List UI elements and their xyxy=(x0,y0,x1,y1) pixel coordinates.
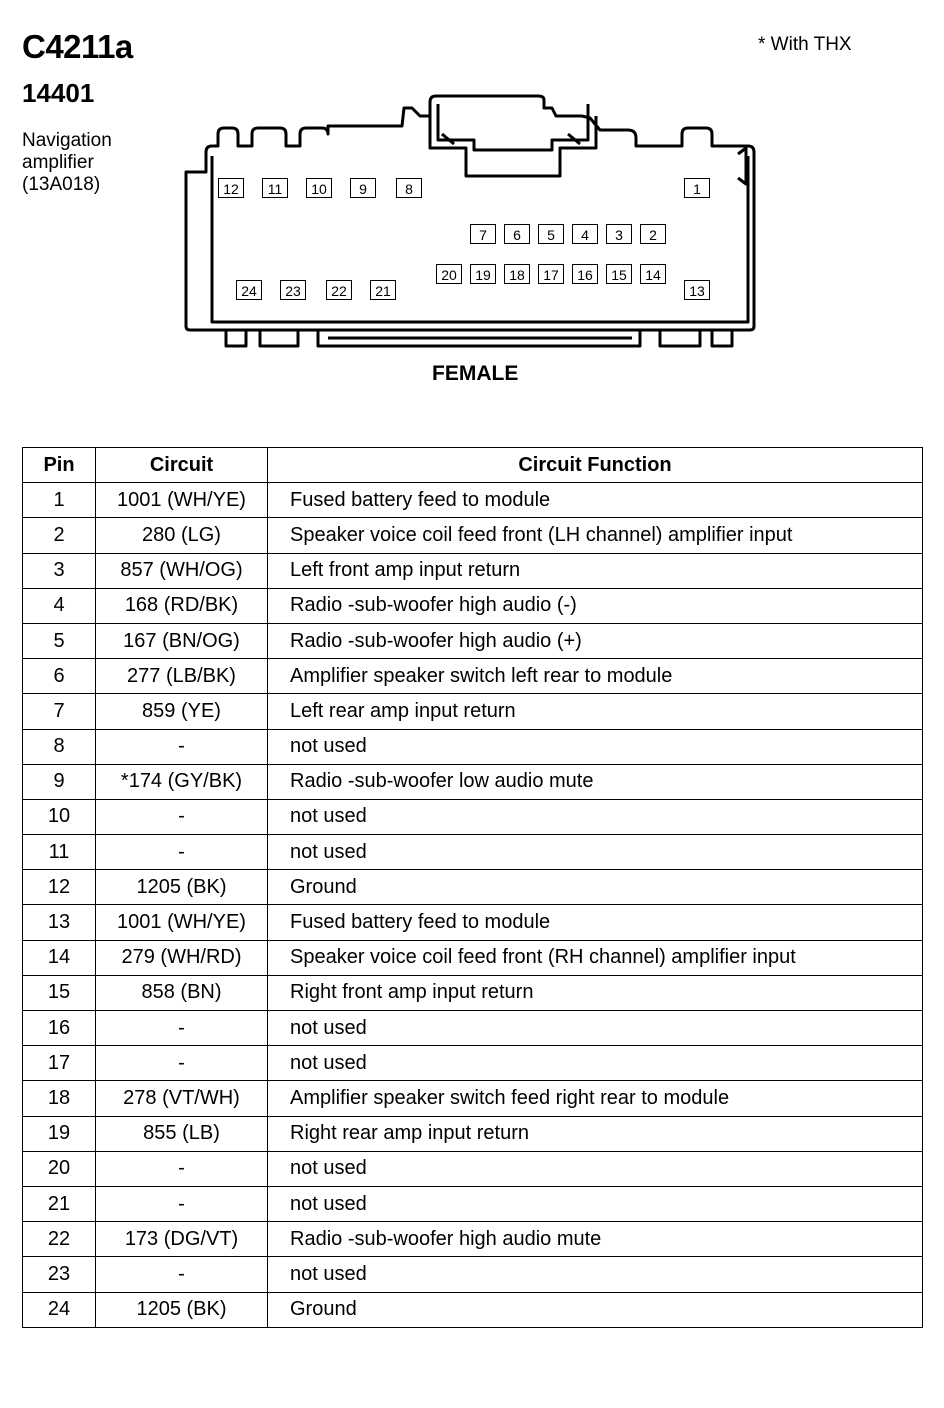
function-cell: Speaker voice coil feed front (LH channel) amplifier input xyxy=(268,518,923,553)
pin-cell: 21 xyxy=(23,1186,96,1221)
pin-cell: 18 xyxy=(23,1081,96,1116)
table-row xyxy=(23,1011,923,1046)
circuit-cell: - xyxy=(96,1011,268,1046)
table-row xyxy=(23,1292,923,1327)
function-cell: Left rear amp input return xyxy=(268,694,923,729)
circuit-cell: - xyxy=(96,729,268,764)
pin-cell: 11 xyxy=(23,835,96,870)
function-cell: not used xyxy=(268,1151,923,1186)
circuit-cell: 858 (BN) xyxy=(96,975,268,1010)
connector-gender-label: FEMALE xyxy=(432,362,519,385)
pin-cell: 3 xyxy=(23,553,96,588)
component-line: Navigation xyxy=(22,130,112,151)
function-cell: Amplifier speaker switch feed right rear to module xyxy=(268,1081,923,1116)
cavity-2: 2 xyxy=(640,224,666,244)
cavity-14: 14 xyxy=(640,264,666,284)
table-row xyxy=(23,553,923,588)
function-cell: not used xyxy=(268,1257,923,1292)
pin-cell: 19 xyxy=(23,1116,96,1151)
cavity-4: 4 xyxy=(572,224,598,244)
cavity-16: 16 xyxy=(572,264,598,284)
function-cell: Radio -sub-woofer low audio mute xyxy=(268,764,923,799)
table-row xyxy=(23,623,923,658)
pin-cell: 12 xyxy=(23,870,96,905)
connector-id: C4211a xyxy=(22,28,133,65)
circuit-cell: 859 (YE) xyxy=(96,694,268,729)
function-cell: not used xyxy=(268,729,923,764)
table-row xyxy=(23,1046,923,1081)
function-cell: Radio -sub-woofer high audio (+) xyxy=(268,623,923,658)
table-row xyxy=(23,588,923,623)
circuit-cell: 1001 (WH/YE) xyxy=(96,905,268,940)
circuit-cell: - xyxy=(96,1151,268,1186)
function-cell: not used xyxy=(268,835,923,870)
cavity-8: 8 xyxy=(396,178,422,198)
pin-cell: 15 xyxy=(23,975,96,1010)
table-row xyxy=(23,835,923,870)
cavity-20: 20 xyxy=(436,264,462,284)
pin-cell: 14 xyxy=(23,940,96,975)
footnote: * With THX xyxy=(758,34,852,55)
cavity-3: 3 xyxy=(606,224,632,244)
cavity-10: 10 xyxy=(306,178,332,198)
table-row xyxy=(23,764,923,799)
pin-cell: 8 xyxy=(23,729,96,764)
connector-diagram xyxy=(180,94,760,356)
table-row xyxy=(23,1257,923,1292)
circuit-cell: - xyxy=(96,1046,268,1081)
table-row xyxy=(23,1081,923,1116)
pin-cell: 13 xyxy=(23,905,96,940)
table-row xyxy=(23,975,923,1010)
pin-cell: 10 xyxy=(23,799,96,834)
circuit-cell: 277 (LB/BK) xyxy=(96,659,268,694)
pin-cell: 16 xyxy=(23,1011,96,1046)
part-number: 14401 xyxy=(22,78,95,108)
component-line: amplifier xyxy=(22,152,94,173)
table-row xyxy=(23,1116,923,1151)
pin-cell: 17 xyxy=(23,1046,96,1081)
pin-cell: 23 xyxy=(23,1257,96,1292)
cavity-19: 19 xyxy=(470,264,496,284)
table-row xyxy=(23,940,923,975)
table-row xyxy=(23,1151,923,1186)
cavity-23: 23 xyxy=(280,280,306,300)
cavity-13: 13 xyxy=(684,280,710,300)
cavity-12: 12 xyxy=(218,178,244,198)
table-row xyxy=(23,729,923,764)
circuit-cell: - xyxy=(96,1186,268,1221)
header-circuit: Circuit xyxy=(96,448,268,483)
cavity-21: 21 xyxy=(370,280,396,300)
pin-cell: 4 xyxy=(23,588,96,623)
function-cell: Amplifier speaker switch left rear to module xyxy=(268,659,923,694)
circuit-cell: - xyxy=(96,799,268,834)
pin-table xyxy=(22,447,923,1328)
cavity-18: 18 xyxy=(504,264,530,284)
circuit-cell: 1205 (BK) xyxy=(96,870,268,905)
function-cell: Speaker voice coil feed front (RH channel) amplifier input xyxy=(268,940,923,975)
table-header-row xyxy=(23,448,923,483)
circuit-cell: - xyxy=(96,1257,268,1292)
cavity-15: 15 xyxy=(606,264,632,284)
table-row xyxy=(23,518,923,553)
circuit-cell: 168 (RD/BK) xyxy=(96,588,268,623)
function-cell: not used xyxy=(268,799,923,834)
cavity-22: 22 xyxy=(326,280,352,300)
circuit-cell: 857 (WH/OG) xyxy=(96,553,268,588)
cavity-24: 24 xyxy=(236,280,262,300)
component-line: (13A018) xyxy=(22,174,101,195)
circuit-cell: 173 (DG/VT) xyxy=(96,1222,268,1257)
function-cell: Radio -sub-woofer high audio (-) xyxy=(268,588,923,623)
function-cell: Ground xyxy=(268,1292,923,1327)
pin-cell: 20 xyxy=(23,1151,96,1186)
pin-cell: 24 xyxy=(23,1292,96,1327)
function-cell: not used xyxy=(268,1046,923,1081)
table-row xyxy=(23,905,923,940)
pin-cell: 1 xyxy=(23,483,96,518)
component-description xyxy=(22,130,162,196)
pin-cell: 7 xyxy=(23,694,96,729)
function-cell: Ground xyxy=(268,870,923,905)
circuit-cell: 279 (WH/RD) xyxy=(96,940,268,975)
table-row xyxy=(23,1222,923,1257)
table-row xyxy=(23,483,923,518)
table-row xyxy=(23,659,923,694)
header-function: Circuit Function xyxy=(268,448,923,483)
cavity-6: 6 xyxy=(504,224,530,244)
circuit-cell: 855 (LB) xyxy=(96,1116,268,1151)
pin-cell: 5 xyxy=(23,623,96,658)
pin-cell: 6 xyxy=(23,659,96,694)
cavity-11: 11 xyxy=(262,178,288,198)
function-cell: not used xyxy=(268,1011,923,1046)
table-row xyxy=(23,799,923,834)
function-cell: Radio -sub-woofer high audio mute xyxy=(268,1222,923,1257)
header-pin: Pin xyxy=(23,448,96,483)
pin-cell: 22 xyxy=(23,1222,96,1257)
table-row xyxy=(23,1186,923,1221)
pin-cell: 2 xyxy=(23,518,96,553)
function-cell: Fused battery feed to module xyxy=(268,905,923,940)
function-cell: Left front amp input return xyxy=(268,553,923,588)
circuit-cell: *174 (GY/BK) xyxy=(96,764,268,799)
cavity-7: 7 xyxy=(470,224,496,244)
table-row xyxy=(23,694,923,729)
cavity-9: 9 xyxy=(350,178,376,198)
table-row xyxy=(23,870,923,905)
cavity-17: 17 xyxy=(538,264,564,284)
function-cell: Fused battery feed to module xyxy=(268,483,923,518)
pin-cell: 9 xyxy=(23,764,96,799)
function-cell: Right front amp input return xyxy=(268,975,923,1010)
function-cell: not used xyxy=(268,1186,923,1221)
circuit-cell: 1001 (WH/YE) xyxy=(96,483,268,518)
circuit-cell: 167 (BN/OG) xyxy=(96,623,268,658)
circuit-cell: 278 (VT/WH) xyxy=(96,1081,268,1116)
cavity-5: 5 xyxy=(538,224,564,244)
circuit-cell: 1205 (BK) xyxy=(96,1292,268,1327)
cavity-1: 1 xyxy=(684,178,710,198)
function-cell: Right rear amp input return xyxy=(268,1116,923,1151)
circuit-cell: 280 (LG) xyxy=(96,518,268,553)
circuit-cell: - xyxy=(96,835,268,870)
